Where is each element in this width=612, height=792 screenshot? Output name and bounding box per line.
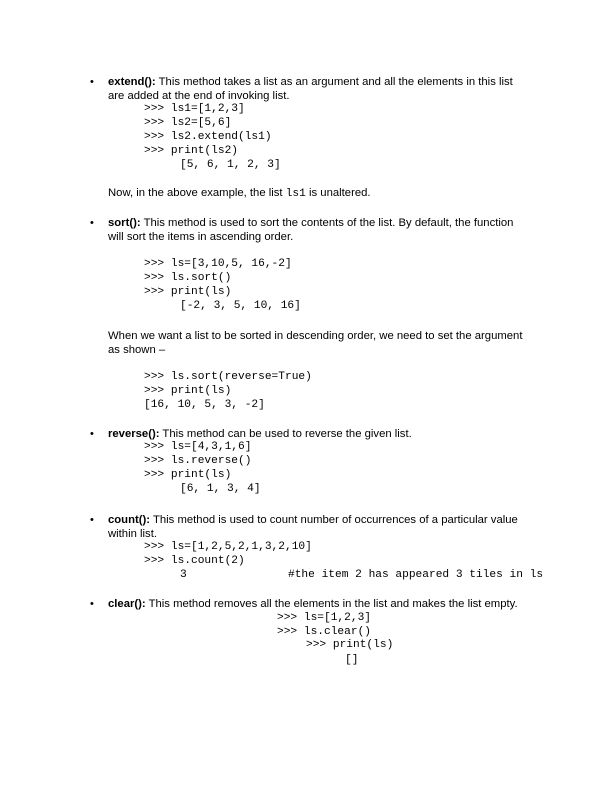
sort-description-text: This method is used to sort the contents of the list. By default, the function [140,217,514,229]
sort-code-line: >>> ls.sort() [144,272,232,284]
bullet: • [90,514,94,526]
sort-description-line1 [108,217,513,230]
count-code-line: >>> ls=[1,2,5,2,1,3,2,10] [144,541,312,553]
sort-method-name: sort(): [108,217,141,229]
extend-note-code: ls1 [285,188,306,200]
sort-code2-output: [16, 10, 5, 3, -2] [144,399,265,411]
reverse-output: [6, 1, 3, 4] [180,483,261,495]
sort-code-line: >>> ls=[3,10,5, 16,-2] [144,258,292,270]
bullet: • [90,598,94,610]
extend-description-text: This method takes a list as an argument and all the elements in this list [155,76,513,88]
extend-code-line: >>> ls1=[1,2,3] [144,103,245,115]
clear-description-line1 [108,598,518,611]
count-method-name: count(): [108,514,151,526]
reverse-code-line: >>> ls=[4,3,1,6] [144,441,252,453]
sort-note-line1: When we want a list to be sorted in descending order, we need to set the argument [108,330,523,342]
clear-output: [] [345,654,359,666]
sort-code2-line: >>> ls.sort(reverse=True) [144,371,312,383]
bullet: • [90,217,94,229]
reverse-method-name: reverse(): [108,428,160,440]
reverse-description-text: This method can be used to reverse the given list. [159,428,412,440]
extend-output: [5, 6, 1, 2, 3] [180,159,281,171]
extend-description-line2: are added at the end of invoking list. [108,90,290,102]
clear-code-line-indented: >>> print(ls) [306,639,394,651]
clear-description-text: This method removes all the elements in the list and makes the list empty. [145,598,518,610]
reverse-code-line: >>> print(ls) [144,469,232,481]
count-comment: #the item 2 has appeared 3 tiles in ls [288,569,544,581]
reverse-description-line1 [108,428,412,441]
sort-code-line: >>> print(ls) [144,286,232,298]
clear-method-name: clear(): [108,598,146,610]
sort-code2-line: >>> print(ls) [144,385,232,397]
bullet: • [90,76,94,88]
sort-output: [-2, 3, 5, 10, 16] [180,300,301,312]
count-description-line2: within list. [108,528,157,540]
extend-code-line: >>> ls2=[5,6] [144,117,232,129]
clear-code-line: >>> ls.clear() [277,626,371,638]
extend-description-line1 [108,76,513,89]
count-description-text: This method is used to count number of occurrences of a particular value [150,514,518,526]
count-output: 3 [180,569,187,581]
extend-code-line: >>> ls2.extend(ls1) [144,131,272,143]
extend-note-text: Now, in the above example, the list [108,187,286,199]
count-code-line: >>> ls.count(2) [144,555,245,567]
extend-note [108,187,371,201]
reverse-code-line: >>> ls.reverse() [144,455,252,467]
extend-note-text-end: is unaltered. [305,187,371,199]
extend-method-name: extend(): [108,76,156,88]
extend-code-line: >>> print(ls2) [144,145,238,157]
clear-code-line: >>> ls=[1,2,3] [277,612,371,624]
sort-description-line2: will sort the items in ascending order. [108,231,294,243]
count-description-line1 [108,514,518,527]
sort-note-line2: as shown – [108,344,166,356]
bullet: • [90,428,94,440]
